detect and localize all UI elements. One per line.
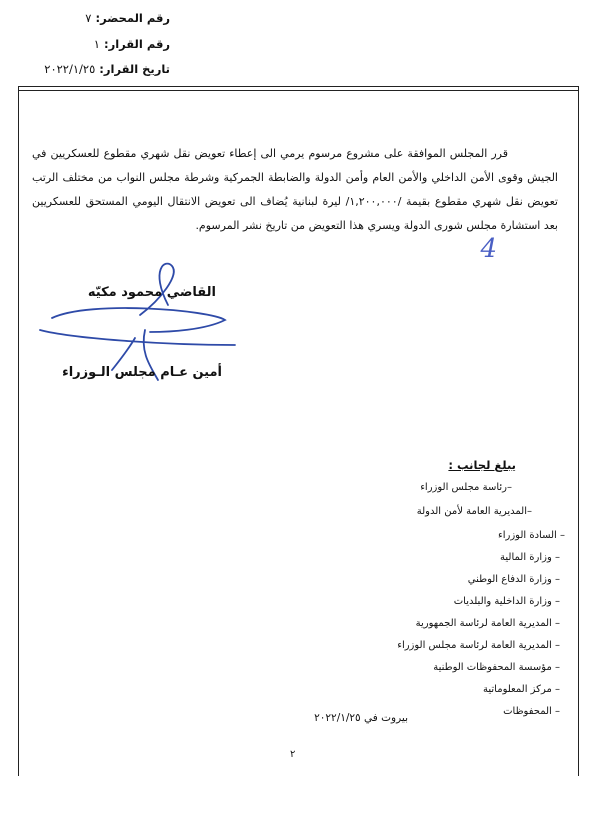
list-item: – وزارة الدفاع الوطني [467,574,560,585]
list-item: –رئاسة مجلس الوزراء [420,482,512,493]
decision-date-label: تاريخ القرار: [99,62,170,76]
decision-number-label: رقم القرار: [103,37,170,51]
minutes-number-value: ٧ [85,11,92,25]
signatory-name: القاضي محمود مكيّه [87,285,216,300]
minutes-number-label: رقم المحضر: [95,11,170,25]
decision-paragraph: قرر المجلس الموافقة على مشروع مرسوم يرمي الى إعطاء تعويض نقل شهري مقطوع للعسكريين في الجيش وقوى الأمن الداخلي والأمن العام وأمن الدولة والضابطة الجمركية وشرطة مجلس النواب من مختلف الرتب تعويض نقل شهري مقطوع بقيمة /١,٢٠٠,٠٠٠/ ليرة لبنانية يُضاف الى تعويض الانتقال اليومي المستحق للعسكريين بعد استشارة مجلس شورى الدولة ويسري هذا التعويض من تاريخ نشر المرسوم. [32,147,558,232]
list-item: – المديرية العامة لرئاسة مجلس الوزراء [397,640,560,651]
list-item: – مؤسسة المحفوظات الوطنية [433,662,560,673]
page-number: ٢ [290,749,296,760]
decision-number-value: ١ [93,37,100,51]
list-item: – المحفوظات [503,706,560,717]
notify-heading: يبلغ لجانب : [448,458,516,472]
list-item: – السادة الوزراء [498,530,565,541]
place-date: بيروت في ٢٠٢٢/١/٢٥ [314,712,408,724]
list-item: –المديرية العامة لأمن الدولة [416,506,532,517]
list-item: – وزارة الداخلية والبلديات [453,596,560,607]
signature-stroke [40,264,235,380]
list-item: – وزارة المالية [500,552,560,563]
handwritten-mark: 4 [480,234,497,264]
list-item: – مركز المعلوماتية [483,684,560,695]
decision-date-value: ٢٠٢٢/١/٢٥ [44,62,96,76]
signatory-title: أمين عـام مجلس الـوزراء [62,365,222,380]
list-item: – المديرية العامة لرئاسة الجمهورية [415,618,560,629]
